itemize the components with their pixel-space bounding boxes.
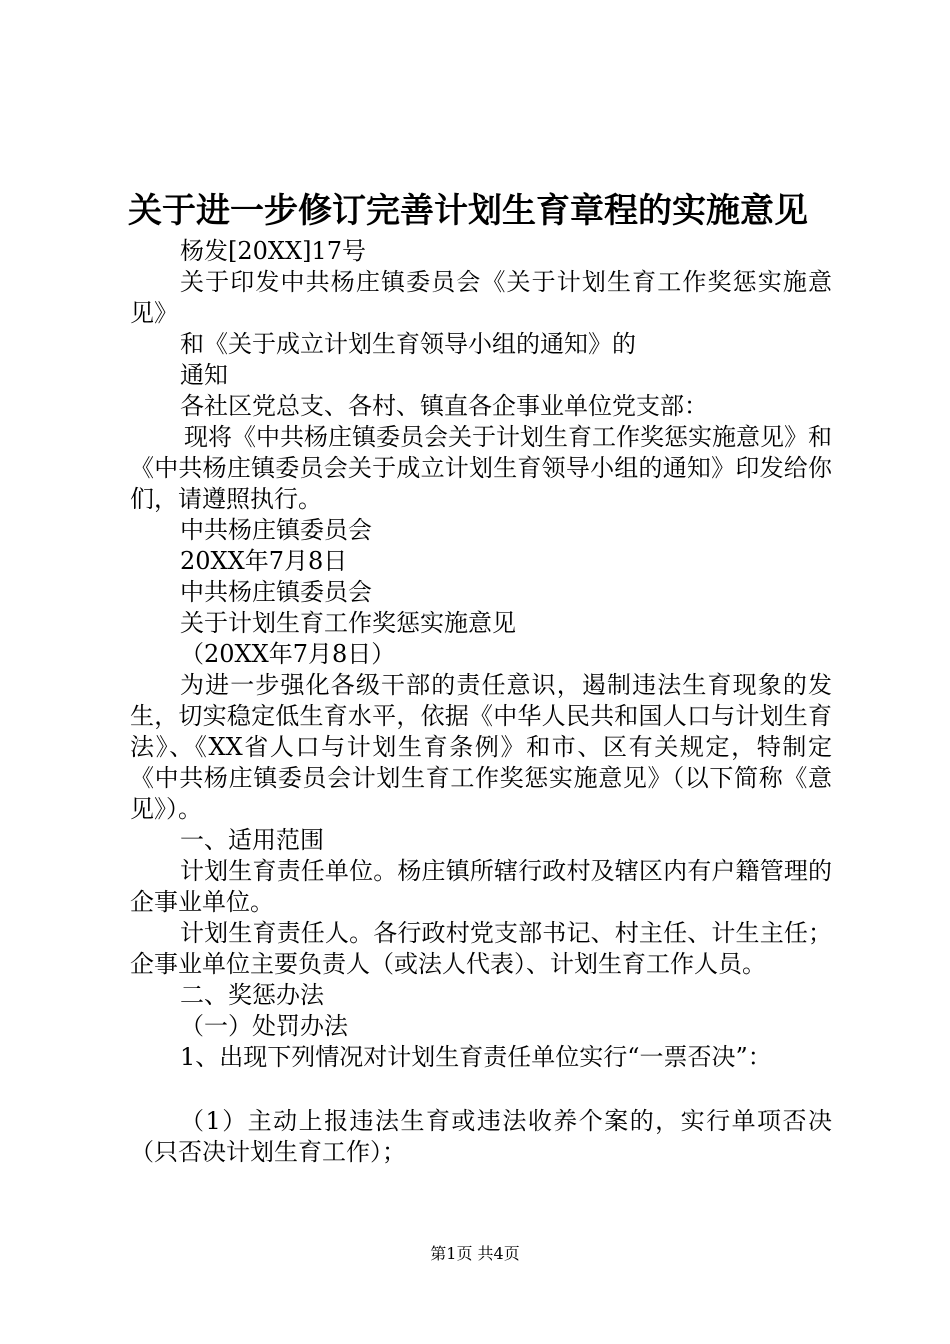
subsection-heading-penalties: （一）处罚办法 <box>180 1012 348 1040</box>
section-heading-rewards-penalties: 二、奖惩办法 <box>180 981 324 1009</box>
preamble-paragraph: 为进一步强化各级干部的责任意识，遏制违法生育现象的发生，切实稳定低生育水平，依据《中华人民共和国人口与计划生育法》、《XX省人口与计划生育条例》和市、区有关规定，特制定《中共杨庄镇委员会计划生育工作奖惩实施意见》（以下简称《意见》）。 <box>130 671 832 823</box>
issuer: 中共杨庄镇委员会 <box>180 516 372 544</box>
attachment-title: 关于计划生育工作奖惩实施意见 <box>180 609 516 637</box>
penalty-item-1-1: （1）主动上报违法生育或违法收养个案的，实行单项否决（只否决计划生育工作）； <box>130 1107 832 1166</box>
attachment-issuer: 中共杨庄镇委员会 <box>180 578 372 606</box>
penalty-item-1: 1、出现下列情况对计划生育责任单位实行“一票否决”： <box>180 1043 772 1071</box>
attachment-date: （20XX年7月8日） <box>180 640 396 668</box>
addressee: 各社区党总支、各村、镇直各企事业单位党支部： <box>180 392 708 420</box>
document-body <box>130 236 832 1168</box>
notice-heading-line-1: 关于印发中共杨庄镇委员会《关于计划生育工作奖惩实施意见》 <box>130 268 832 327</box>
notice-heading-line-2: 和《关于成立计划生育领导小组的通知》的 <box>180 330 636 358</box>
notice-body: 现将《中共杨庄镇委员会关于计划生育工作奖惩实施意见》和《中共杨庄镇委员会关于成立计划生育领导小组的通知》印发给你们，请遵照执行。 <box>130 423 832 513</box>
page-footer: 第1页 共4页 <box>430 1244 520 1263</box>
document-number: 杨发[20XX]17号 <box>180 237 366 265</box>
scope-persons-paragraph: 计划生育责任人。各行政村党支部书记、村主任、计生主任；企事业单位主要负责人（或法人代表）、计划生育工作人员。 <box>130 919 832 978</box>
section-heading-scope: 一、适用范围 <box>180 826 324 854</box>
issue-date: 20XX年7月8日 <box>180 547 348 575</box>
notice-heading-line-3: 通知 <box>180 361 228 389</box>
scope-units-paragraph: 计划生育责任单位。杨庄镇所辖行政村及辖区内有户籍管理的企事业单位。 <box>130 857 832 916</box>
document-title: 关于进一步修订完善计划生育章程的实施意见 <box>128 191 808 231</box>
